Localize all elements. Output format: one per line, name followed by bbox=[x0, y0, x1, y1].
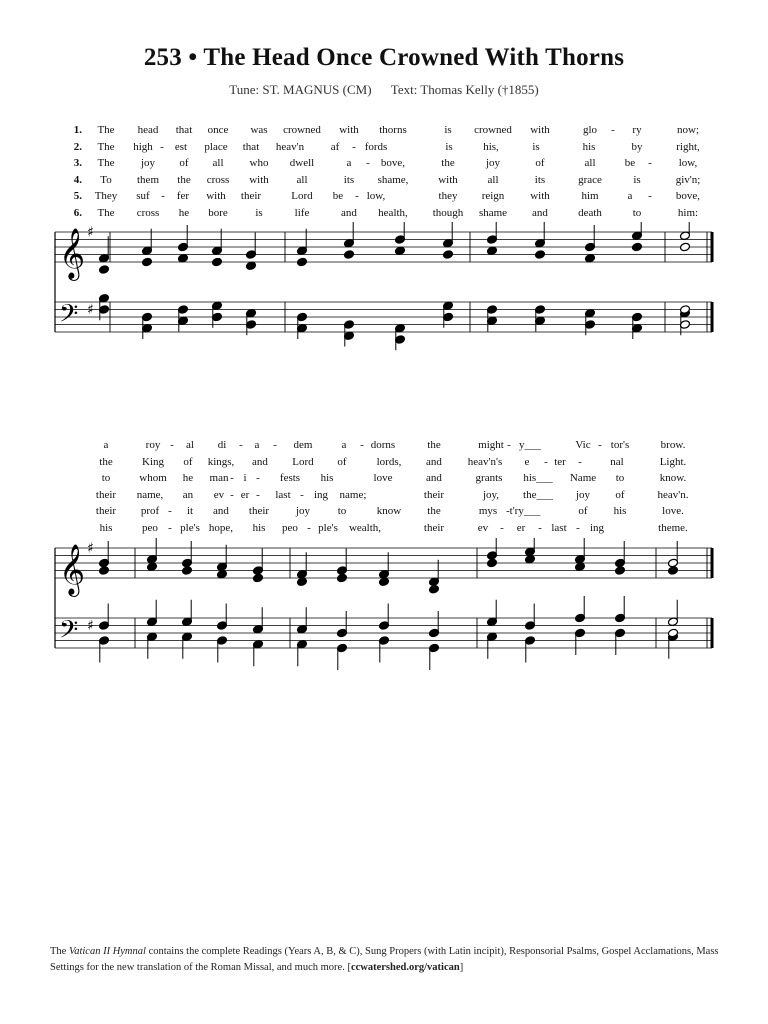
lyric-syllable: who bbox=[249, 157, 269, 169]
verse-number: 1. bbox=[73, 124, 82, 136]
lyric-syllable: ing bbox=[589, 521, 605, 534]
lyric-syllable: prof bbox=[140, 505, 160, 517]
lyric-syllable: - bbox=[544, 455, 548, 468]
hymn-title: 253 • The Head Once Crowned With Thorns bbox=[143, 44, 625, 71]
lyric-syllable: high bbox=[133, 140, 153, 153]
note-head bbox=[668, 566, 679, 576]
note-head bbox=[142, 257, 153, 267]
lyric-syllable: they bbox=[438, 190, 458, 202]
lyric-line bbox=[0, 472, 768, 488]
lyric-syllable: shame, bbox=[377, 173, 409, 186]
lyric-syllable: to bbox=[632, 206, 642, 219]
lyric-syllable: all bbox=[487, 173, 499, 186]
lyric-syllable: King bbox=[142, 455, 164, 468]
lyric-syllable: last bbox=[275, 488, 291, 501]
lyric-syllable: and bbox=[532, 206, 548, 219]
lyric-syllable: t'ry___ bbox=[509, 505, 541, 517]
lyric-syllable: peo bbox=[142, 521, 158, 534]
lyric-syllable: - bbox=[352, 140, 356, 153]
lyric-syllable: wealth, bbox=[348, 521, 382, 534]
lyric-syllable: a bbox=[346, 157, 352, 169]
bass-clef-icon: 𝄢 bbox=[59, 299, 79, 335]
lyric-syllable: dorns bbox=[370, 439, 396, 451]
lyric-syllable: - bbox=[160, 140, 164, 153]
sharp-key-signature: ♯ bbox=[87, 540, 94, 557]
lyric-syllable: - bbox=[578, 455, 582, 468]
lyric-syllable: - bbox=[506, 505, 510, 517]
sharp-key-signature: ♯ bbox=[87, 302, 94, 318]
lyric-syllable: its bbox=[534, 173, 546, 186]
lyric-syllable: all bbox=[584, 157, 596, 169]
note-head bbox=[217, 569, 228, 579]
lyric-syllable: bove, bbox=[675, 190, 701, 202]
lyric-syllable: his___ bbox=[523, 472, 553, 484]
lyric-syllable: bore bbox=[208, 206, 228, 219]
lyric-syllable: his, bbox=[483, 140, 499, 153]
lyric-line bbox=[0, 207, 768, 223]
lyric-syllable: fords bbox=[364, 140, 388, 153]
lyric-line bbox=[0, 141, 768, 157]
lyric-syllable: grants bbox=[475, 472, 503, 484]
lyric-syllable: cross bbox=[136, 206, 160, 219]
lyric-syllable: af bbox=[330, 140, 340, 153]
lyric-syllable: his bbox=[99, 521, 113, 534]
lyric-syllable: joy bbox=[140, 157, 156, 169]
lyric-syllable: The bbox=[97, 206, 115, 219]
lyric-syllable: be bbox=[332, 190, 344, 202]
lyric-syllable: his bbox=[252, 521, 266, 534]
note-head bbox=[297, 577, 308, 587]
note-head bbox=[253, 573, 264, 583]
lyric-syllable: their bbox=[95, 505, 117, 517]
lyric-syllable: he bbox=[178, 206, 190, 219]
lyric-syllable: with bbox=[530, 190, 550, 202]
lyric-syllable: al bbox=[186, 439, 194, 451]
lyric-syllable: - bbox=[256, 488, 260, 501]
lyric-syllable: its bbox=[343, 173, 355, 186]
note-head bbox=[443, 250, 454, 260]
lyric-line bbox=[0, 439, 768, 455]
note-head bbox=[535, 250, 546, 260]
lyric-syllable: suf bbox=[136, 190, 150, 202]
lyric-syllable: - bbox=[300, 488, 304, 501]
lyric-syllable: head bbox=[137, 124, 159, 136]
lyric-syllable: their bbox=[248, 505, 270, 517]
lyric-syllable: the bbox=[441, 157, 455, 169]
note-head bbox=[487, 246, 498, 256]
lyric-syllable: all bbox=[212, 157, 224, 169]
lyric-syllable: ple's bbox=[180, 521, 200, 534]
lyric-syllable: all bbox=[296, 173, 308, 186]
lyric-line bbox=[0, 522, 768, 538]
lyric-line bbox=[0, 505, 768, 521]
lyric-syllable: him bbox=[581, 190, 599, 202]
lyric-syllable: - bbox=[507, 439, 511, 451]
bass-clef-icon: 𝄢 bbox=[59, 615, 79, 651]
lyric-syllable: nal bbox=[610, 455, 624, 468]
footer-book-title: Vatican II Hymnal bbox=[68, 946, 146, 957]
footer-bracket-close: ] bbox=[459, 962, 464, 973]
lyric-syllable: the bbox=[177, 173, 191, 186]
lyric-syllable: - bbox=[355, 190, 359, 202]
lyric-syllable: an bbox=[182, 488, 194, 501]
lyric-syllable: - bbox=[648, 190, 652, 202]
lyric-syllable: their bbox=[423, 488, 445, 501]
verse-number: 4. bbox=[73, 173, 82, 186]
lyric-line bbox=[0, 157, 768, 173]
lyric-syllable: - bbox=[366, 157, 370, 169]
lyric-syllable: his bbox=[582, 140, 596, 153]
lyric-syllable: The bbox=[97, 157, 115, 169]
lyric-syllable: - bbox=[611, 124, 615, 136]
lyric-line bbox=[0, 174, 768, 190]
note-head bbox=[344, 250, 355, 260]
sharp-key-signature: ♯ bbox=[87, 618, 94, 634]
lyric-syllable: theme. bbox=[658, 521, 688, 534]
lyric-syllable: with bbox=[339, 124, 359, 136]
footer-bracket-open: [ bbox=[347, 962, 351, 973]
lyric-syllable: might bbox=[478, 439, 504, 451]
lyric-syllable: - bbox=[230, 472, 234, 484]
lyric-syllable: their bbox=[240, 190, 262, 202]
lyric-syllable: kings, bbox=[207, 455, 235, 468]
lyric-syllable: tor's bbox=[610, 439, 630, 451]
music-system-1 bbox=[0, 222, 768, 372]
tune-credit: Tune: ST. MAGNUS (CM) bbox=[229, 82, 372, 97]
lyric-syllable: - bbox=[168, 505, 172, 517]
lyric-syllable: to bbox=[101, 472, 111, 484]
note-head bbox=[246, 261, 257, 271]
lyric-syllable: a bbox=[341, 439, 347, 451]
note-head bbox=[297, 257, 308, 267]
lyric-syllable: last bbox=[551, 521, 567, 534]
lyric-syllable: - bbox=[170, 439, 174, 451]
lyric-syllable: The bbox=[97, 124, 115, 136]
lyric-syllable: him: bbox=[677, 206, 699, 219]
lyric-syllable: name, bbox=[136, 488, 164, 501]
lyric-syllable: life bbox=[294, 206, 310, 219]
lyric-syllable: death bbox=[578, 206, 602, 219]
lyric-syllable: that bbox=[242, 140, 260, 153]
lyric-syllable: heav'n's bbox=[467, 455, 503, 468]
lyric-syllable: - bbox=[307, 521, 311, 534]
lyric-syllable: though bbox=[432, 206, 464, 219]
lyric-syllable: Lord bbox=[291, 190, 313, 202]
lyric-syllable: To bbox=[100, 173, 112, 186]
lyric-syllable: with bbox=[249, 173, 269, 186]
footer-note bbox=[50, 944, 720, 976]
note-head bbox=[395, 246, 406, 256]
lyric-line bbox=[0, 489, 768, 505]
lyric-syllable: dem bbox=[293, 439, 313, 451]
lyric-syllable: er bbox=[516, 521, 526, 534]
lyric-syllable: - bbox=[360, 439, 364, 451]
lyric-syllable: joy, bbox=[482, 488, 500, 501]
note-head bbox=[379, 577, 390, 587]
note-head bbox=[632, 242, 643, 252]
lyric-syllable: was bbox=[250, 124, 268, 136]
lyric-syllable: the bbox=[99, 455, 113, 468]
verse-number: 5. bbox=[73, 190, 82, 202]
lyric-syllable: peo bbox=[282, 521, 298, 534]
lyric-syllable: a bbox=[627, 190, 633, 202]
lyric-syllable: They bbox=[94, 190, 118, 202]
lyric-syllable: love bbox=[373, 472, 393, 484]
lyric-syllable: ev bbox=[477, 521, 489, 534]
lyric-syllable: love. bbox=[662, 505, 684, 517]
lyric-syllable: reign bbox=[481, 190, 505, 202]
lyric-syllable: with bbox=[530, 124, 550, 136]
lyric-syllable: of bbox=[615, 488, 625, 501]
lyric-syllable: of bbox=[337, 455, 347, 468]
note-head bbox=[99, 265, 110, 275]
lyric-syllable: be bbox=[624, 157, 636, 169]
lyric-syllable: er bbox=[240, 488, 250, 501]
lyric-syllable: y___ bbox=[519, 439, 541, 451]
lyric-syllable: heav'n bbox=[275, 140, 305, 153]
lyric-syllable: their bbox=[423, 521, 445, 534]
verse-number: 6. bbox=[73, 206, 82, 219]
music-system-2 bbox=[0, 538, 768, 688]
lyric-syllable: ple's bbox=[318, 521, 338, 534]
lyric-syllable: low, bbox=[366, 190, 386, 202]
lyric-syllable: health, bbox=[378, 206, 408, 219]
lyric-syllable: his bbox=[320, 472, 334, 484]
lyric-syllable: - bbox=[500, 521, 504, 534]
lyric-syllable: of bbox=[179, 157, 189, 169]
lyric-syllable: brow. bbox=[660, 439, 686, 451]
lyric-syllable: fests bbox=[279, 472, 301, 484]
lyric-syllable: roy bbox=[145, 439, 161, 451]
lyric-syllable: is bbox=[444, 124, 452, 136]
lyric-syllable: a bbox=[103, 439, 109, 451]
lyric-syllable: once bbox=[207, 124, 229, 136]
lyric-syllable: crowned bbox=[474, 124, 512, 136]
lyric-syllable: hope, bbox=[208, 521, 234, 534]
lyric-syllable: is bbox=[532, 140, 540, 153]
lyric-syllable: Vic bbox=[575, 439, 591, 451]
lyric-syllable: the___ bbox=[523, 488, 553, 501]
lyric-line bbox=[0, 190, 768, 206]
note-head bbox=[147, 562, 158, 572]
lyric-syllable: low, bbox=[678, 157, 698, 169]
lyric-syllable: of bbox=[535, 157, 545, 169]
lyric-syllable: dwell bbox=[289, 157, 315, 169]
verse-number: 2. bbox=[73, 140, 82, 153]
text-credit: Text: Thomas Kelly (†1855) bbox=[390, 82, 539, 97]
lyric-syllable: that bbox=[175, 124, 193, 136]
lyric-syllable: Light. bbox=[659, 455, 687, 468]
lyric-syllable: joy bbox=[295, 505, 311, 517]
lyric-syllable: fer bbox=[176, 190, 190, 202]
lyric-syllable: their bbox=[95, 488, 117, 501]
lyric-syllable: the bbox=[427, 439, 441, 451]
lyric-syllable: place bbox=[204, 140, 228, 153]
note-head bbox=[99, 566, 110, 576]
note-head bbox=[575, 562, 586, 572]
lyric-syllable: lords, bbox=[376, 455, 402, 468]
lyric-syllable: bove, bbox=[380, 157, 406, 169]
lyric-syllable: di bbox=[217, 439, 227, 451]
footer-link[interactable]: ccwatershed.org/vatican bbox=[350, 962, 460, 973]
treble-clef-icon: 𝄞 bbox=[59, 544, 86, 595]
lyric-syllable: cross bbox=[206, 173, 230, 186]
lyric-syllable: - bbox=[576, 521, 580, 534]
lyric-syllable: is bbox=[445, 140, 453, 153]
lyric-syllable: ry bbox=[632, 124, 642, 136]
lyric-syllable: ter bbox=[554, 455, 566, 468]
lyric-syllable: is bbox=[633, 173, 641, 186]
lyric-syllable: to bbox=[615, 472, 625, 484]
lyric-syllable: his bbox=[613, 505, 627, 517]
lyric-syllable: - bbox=[648, 157, 652, 169]
lyric-syllable: The bbox=[97, 140, 115, 153]
lyric-syllable: - bbox=[168, 521, 172, 534]
note-head bbox=[525, 554, 536, 564]
lyric-line bbox=[0, 124, 768, 140]
lyric-syllable: joy bbox=[575, 488, 591, 501]
note-head bbox=[487, 558, 498, 568]
lyric-syllable: man bbox=[209, 472, 229, 484]
lyric-syllable: is bbox=[255, 206, 263, 219]
lyric-syllable: ing bbox=[313, 488, 329, 501]
lyric-syllable: name; bbox=[339, 488, 367, 501]
lyric-syllable: and bbox=[213, 505, 229, 517]
lyric-syllable: e bbox=[524, 455, 530, 468]
lyric-syllable: - bbox=[273, 439, 277, 451]
lyric-syllable: giv'n; bbox=[675, 173, 701, 186]
lyric-syllable: crowned bbox=[283, 124, 321, 136]
lyric-syllable: by bbox=[631, 140, 643, 153]
lyric-syllable: now; bbox=[677, 124, 699, 136]
verse-number: 3. bbox=[73, 157, 82, 169]
note-head bbox=[585, 253, 596, 263]
lyric-syllable: - bbox=[230, 488, 234, 501]
note-head bbox=[178, 253, 189, 263]
hymn-subtitle bbox=[0, 82, 768, 98]
lyric-syllable: of bbox=[578, 505, 588, 517]
footer-prefix: The bbox=[50, 946, 67, 957]
lyric-syllable: them bbox=[137, 173, 159, 186]
lyric-syllable: glo bbox=[582, 124, 598, 136]
lyric-syllable: Name bbox=[569, 472, 597, 484]
lyric-syllable: shame bbox=[478, 206, 508, 219]
lyric-line bbox=[0, 456, 768, 472]
note-head bbox=[680, 242, 691, 252]
lyric-syllable: he bbox=[182, 472, 194, 484]
lyric-syllable: - bbox=[598, 439, 602, 451]
lyric-syllable: and bbox=[426, 455, 442, 468]
lyric-syllable: - bbox=[538, 521, 542, 534]
lyric-syllable: and bbox=[426, 472, 442, 484]
lyric-syllable: joy bbox=[485, 157, 501, 169]
lyric-syllable: a bbox=[254, 439, 260, 451]
lyric-syllable: ev bbox=[213, 488, 225, 501]
lyric-syllable: and bbox=[252, 455, 268, 468]
lyric-syllable: grace bbox=[578, 173, 602, 186]
note-head bbox=[182, 566, 193, 576]
lyric-syllable: - bbox=[256, 472, 260, 484]
lyric-syllable: and bbox=[341, 206, 357, 219]
note-head bbox=[212, 257, 223, 267]
note-head bbox=[615, 566, 626, 576]
lyric-syllable: thorns bbox=[379, 124, 407, 136]
lyric-syllable: - bbox=[239, 439, 243, 451]
lyric-syllable: of bbox=[183, 455, 193, 468]
lyric-syllable: right, bbox=[676, 140, 700, 153]
note-head bbox=[337, 573, 348, 583]
lyric-syllable: the bbox=[427, 505, 441, 517]
lyric-syllable: est bbox=[174, 140, 188, 153]
lyric-syllable: with bbox=[206, 190, 226, 202]
lyric-syllable: with bbox=[438, 173, 458, 186]
lyric-syllable: i bbox=[243, 472, 247, 484]
lyric-syllable: know. bbox=[659, 472, 687, 484]
lyric-syllable: - bbox=[161, 190, 165, 202]
lyric-syllable: to bbox=[337, 505, 347, 517]
lyric-syllable: mys bbox=[478, 505, 498, 517]
lyric-syllable: heav'n. bbox=[657, 488, 689, 501]
lyric-syllable: Lord bbox=[292, 455, 314, 468]
sharp-key-signature: ♯ bbox=[87, 224, 94, 241]
footer-body: contains the complete Readings (Years A, B, & C), Sung Propers (with Latin incipit), Responsorial Psalms, Gospel Acclamations, Mass Settings for the new translation of the Roman Missal, and much more. bbox=[50, 946, 719, 973]
treble-clef-icon: 𝄞 bbox=[59, 228, 86, 279]
note-head bbox=[429, 584, 440, 594]
lyric-syllable: it bbox=[186, 505, 194, 517]
lyric-syllable: know bbox=[376, 505, 402, 517]
lyric-syllable: whom bbox=[139, 472, 167, 484]
